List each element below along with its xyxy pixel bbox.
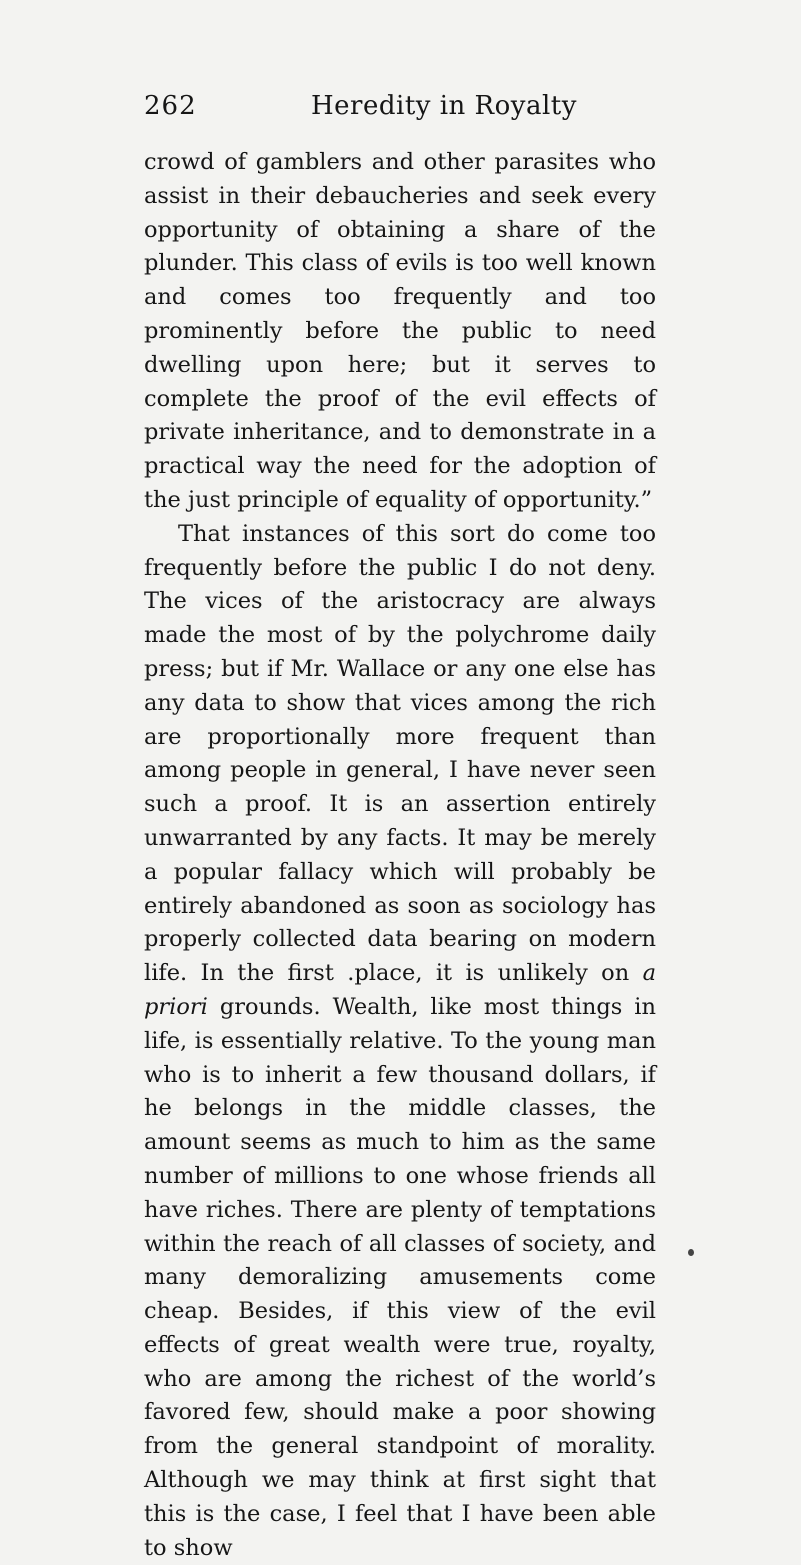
running-title: Heredity in Royalty xyxy=(311,91,577,121)
page-number: 262 xyxy=(144,91,197,121)
paragraph-2-part-a: That instances of this sort do come too frequently before the public I do not deny. The vices of the aristocracy are always made the most of by the polychrome daily press; but if Mr. Wallace or any one else has any data to show that vices among the rich are proportionally more frequent than among people in general, I have never seen such a proof. It is an assertion entirely unwarranted by any facts. It may be merely a popular fallacy which will probably be entirely abandoned as soon as sociology has properly collected data bearing on modern life. In the first .place, it is unlikely on xyxy=(144,520,656,987)
paragraph-2-part-b: grounds. Wealth, like most things in life, is essentially relative. To the young man who is to inherit a few thousand dollars, if he belongs in the middle classes, the amount seems as much to him as the same number of millions to one whose friends all have riches. There are plenty of temptations within the reach of all classes of society, and many demoralizing amusements come cheap. Besides, if this view of the evil effects of great wealth were true, royalty, who are among the richest of the world’s favored few, should make a poor showing from the general standpoint of morality. Although we may think at first sight that this is the case, I feel that I have been able to show xyxy=(144,993,656,1561)
page-header xyxy=(144,86,664,126)
body-text xyxy=(144,146,656,1565)
paragraph-2 xyxy=(144,518,656,1565)
italic-phrase: a priori xyxy=(144,960,656,1020)
ink-speck xyxy=(688,1249,694,1256)
paragraph-1: crowd of gamblers and other parasites who assist in their debaucheries and seek every opportunity of obtaining a share of the plunder. This class of evils is too well known and comes too frequently and too prominently before the public to need dwelling upon here; but it serves to complete the proof of the evil effects of private inheritance, and to demonstrate in a practical way the need for the adoption of the just principle of equality of opportunity.” xyxy=(144,149,656,513)
